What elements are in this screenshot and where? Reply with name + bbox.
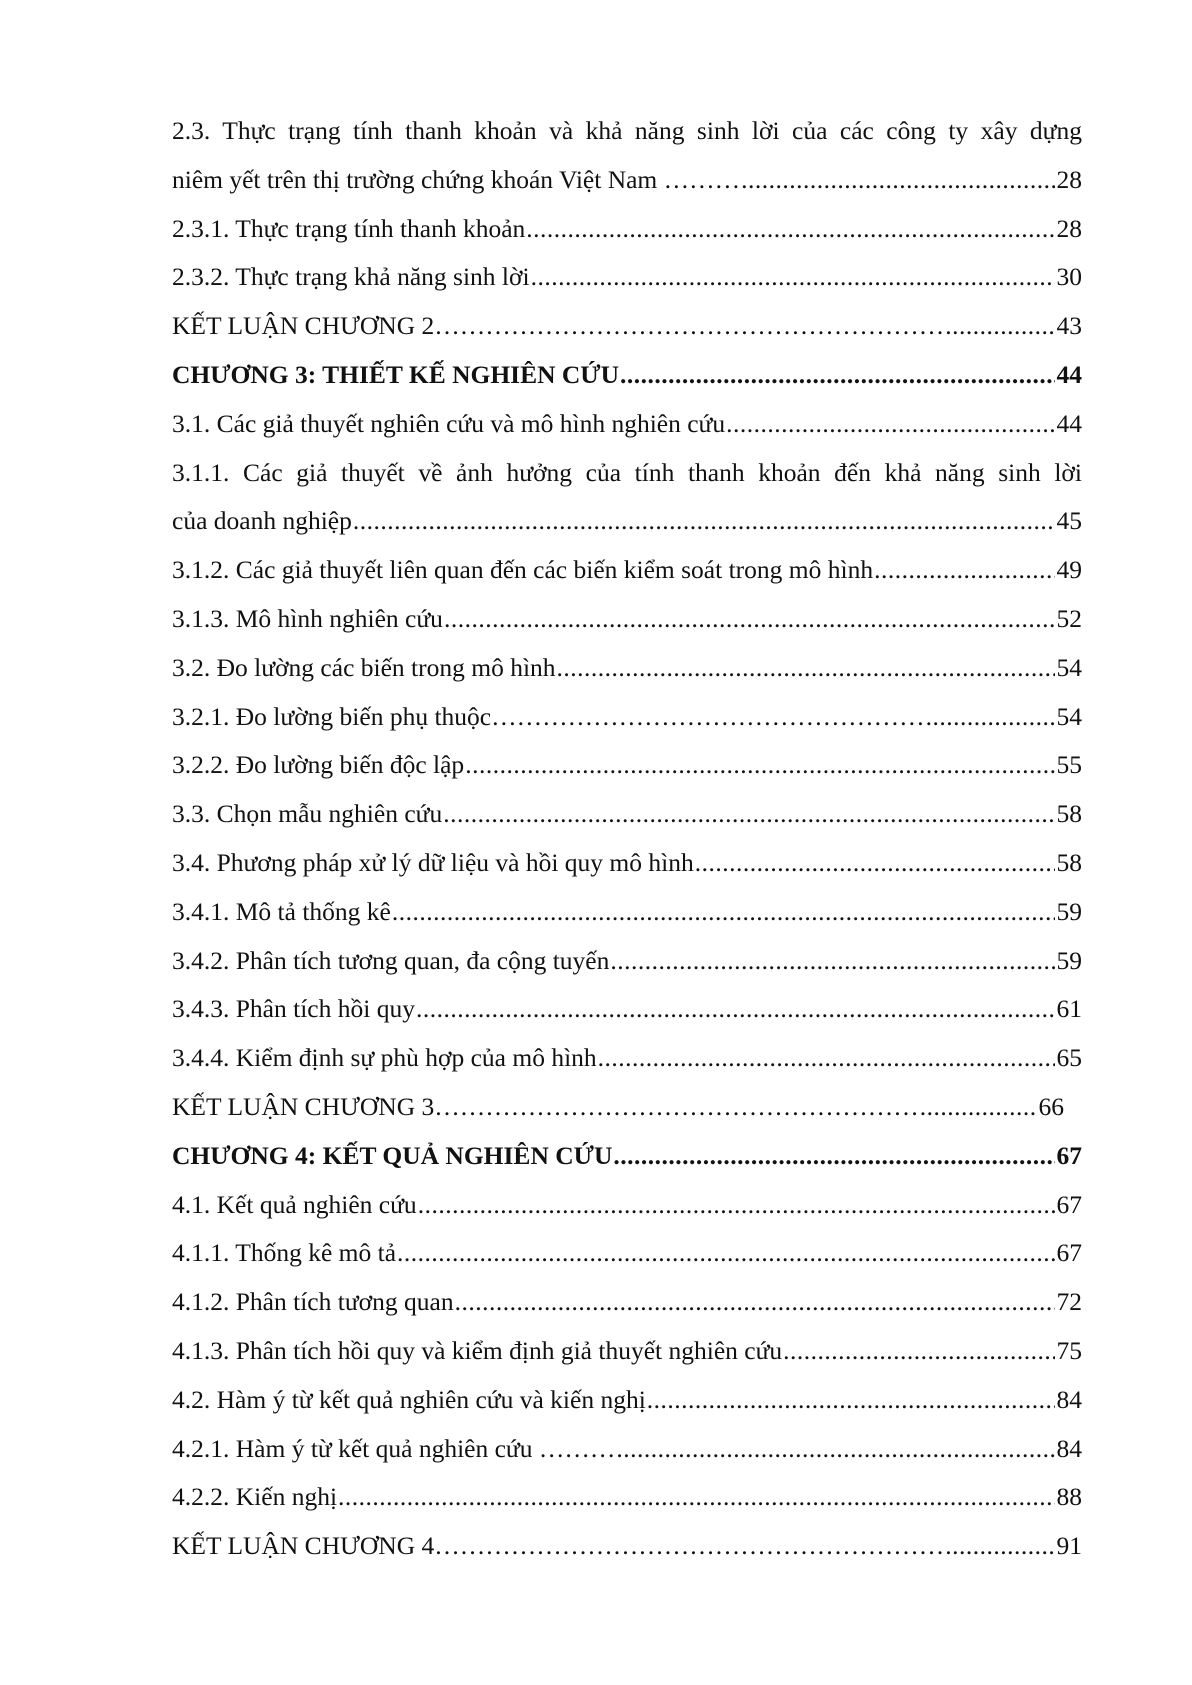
toc-entry-title: KẾT LUẬN CHƯƠNG 4…………………………………………………… xyxy=(172,1531,945,1561)
toc-entry-page-number: 75 xyxy=(1056,1335,1082,1365)
toc-entry[interactable] xyxy=(172,985,1082,1034)
toc-entry[interactable] xyxy=(172,400,1082,449)
toc-entry-page-number: 67 xyxy=(1056,1189,1082,1219)
toc-entry[interactable] xyxy=(172,253,1082,302)
toc-entry[interactable] xyxy=(172,156,1082,205)
toc-entry-page-number: 44 xyxy=(1056,359,1082,389)
toc-entry-page-number: 49 xyxy=(1056,555,1082,585)
toc-entry-first-line: 3.1.1. Các giả thuyết về ảnh hưởng của tính thanh khoản đến khả năng sinh lời xyxy=(172,457,1082,487)
toc-entry-title: KẾT LUẬN CHƯƠNG 2…………………………………………………… xyxy=(172,311,945,341)
toc-entry[interactable] xyxy=(172,1473,1082,1522)
toc-entry-title: 4.1.1. Thống kê mô tả xyxy=(172,1238,397,1268)
toc-entry-page-number: 55 xyxy=(1056,750,1082,780)
dot-leader xyxy=(526,205,1054,254)
toc-entry-page-number: 54 xyxy=(1056,652,1082,682)
dot-leader xyxy=(598,1034,1055,1083)
toc-entry-title: niêm yết trên thị trường chứng khoán Việt Nam ……… xyxy=(172,164,741,194)
toc-entry[interactable] xyxy=(172,1376,1082,1425)
toc-entry-title: 3.4.2. Phân tích tương quan, đa cộng tuyến xyxy=(172,945,610,975)
dot-leader xyxy=(531,253,1055,302)
dot-leader xyxy=(695,839,1055,888)
dot-leader xyxy=(557,644,1055,693)
toc-entry[interactable] xyxy=(172,1034,1082,1083)
dot-leader xyxy=(945,302,1054,351)
toc-entry-page-number: 58 xyxy=(1056,799,1082,829)
toc-entry-page-number: 44 xyxy=(1056,408,1082,438)
toc-entry-title: 3.4.3. Phân tích hồi quy xyxy=(172,994,415,1024)
toc-entry-title: 4.2. Hàm ý từ kết quả nghiên cứu và kiến nghị xyxy=(172,1384,646,1414)
dot-leader xyxy=(465,741,1054,790)
toc-entry-title: của doanh nghiệp xyxy=(172,506,352,536)
toc-entry-title: 4.1. Kết quả nghiên cứu xyxy=(172,1189,417,1219)
toc-entry[interactable] xyxy=(172,839,1082,888)
toc-entry-page-number: 54 xyxy=(1056,701,1082,731)
toc-entry[interactable] xyxy=(172,1425,1082,1474)
toc-entry[interactable] xyxy=(172,741,1082,790)
toc-entry-title: 3.2.2. Đo lường biến độc lập xyxy=(172,750,465,780)
toc-entry-title: CHƯƠNG 4: KẾT QUẢ NGHIÊN CỨU xyxy=(172,1140,613,1170)
dot-leader xyxy=(416,985,1055,1034)
toc-entry[interactable] xyxy=(172,546,1082,595)
toc-entry-page-number: 72 xyxy=(1056,1287,1082,1317)
toc-entry-title: 4.2.2. Kiến nghị xyxy=(172,1482,338,1512)
toc-entry-title: 4.1.2. Phân tích tương quan xyxy=(172,1287,454,1317)
dot-leader xyxy=(926,693,1055,742)
dot-leader xyxy=(610,937,1054,986)
toc-entry-title: 3.1.2. Các giả thuyết liên quan đến các biến kiểm soát trong mô hình xyxy=(172,555,874,585)
toc-entry[interactable] xyxy=(172,595,1082,644)
toc-entry[interactable] xyxy=(172,497,1082,546)
toc-entry-page-number: 66 xyxy=(1038,1091,1064,1121)
toc-entry-page-number: 67 xyxy=(1056,1238,1082,1268)
toc-entry[interactable] xyxy=(172,1327,1082,1376)
toc-entry-title: 3.4.1. Mô tả thống kê xyxy=(172,896,391,926)
toc-entry-page-number: 43 xyxy=(1056,311,1082,341)
toc-entry-title: CHƯƠNG 3: THIẾT KẾ NGHIÊN CỨU xyxy=(172,359,620,389)
dot-leader xyxy=(726,400,1054,449)
dot-leader xyxy=(620,351,1054,400)
toc-entry[interactable] xyxy=(172,1229,1082,1278)
toc-entry-page-number: 58 xyxy=(1056,847,1082,877)
dot-leader xyxy=(613,1132,1054,1181)
toc-entry-page-number: 59 xyxy=(1056,896,1082,926)
dot-leader xyxy=(397,1229,1054,1278)
toc-entry-page-number: 30 xyxy=(1056,262,1082,292)
toc-entry-page-number: 91 xyxy=(1056,1531,1082,1561)
dot-leader xyxy=(945,1522,1054,1571)
toc-entry-title: 3.2. Đo lường các biến trong mô hình xyxy=(172,652,556,682)
toc-entry[interactable] xyxy=(172,888,1082,937)
toc-entry-page-number: 67 xyxy=(1056,1140,1082,1170)
dot-leader xyxy=(392,888,1055,937)
dot-leader xyxy=(920,1083,1037,1132)
dot-leader xyxy=(783,1327,1054,1376)
toc-entry-page-number: 61 xyxy=(1056,994,1082,1024)
toc-entry-title: 3.3. Chọn mẫu nghiên cứu xyxy=(172,799,443,829)
toc-entry[interactable] xyxy=(172,644,1082,693)
toc-chapter-entry[interactable] xyxy=(172,1132,1082,1181)
toc-entry[interactable] xyxy=(172,1181,1082,1230)
toc-entry[interactable] xyxy=(172,1083,1064,1132)
toc-entry-title: 4.1.3. Phân tích hồi quy và kiểm định giả thuyết nghiên cứu xyxy=(172,1335,783,1365)
toc-entry[interactable] xyxy=(172,1522,1082,1571)
toc-entry-page-number: 59 xyxy=(1056,945,1082,975)
toc-entry-page-number: 88 xyxy=(1056,1482,1082,1512)
dot-leader xyxy=(338,1473,1054,1522)
dot-leader xyxy=(455,1278,1055,1327)
dot-leader xyxy=(353,497,1055,546)
toc-entry-title: KẾT LUẬN CHƯƠNG 3………………………………………………… xyxy=(172,1091,919,1121)
toc-entry-page-number: 28 xyxy=(1056,164,1082,194)
toc-entry-title: 3.4.4. Kiểm định sự phù hợp của mô hình xyxy=(172,1043,597,1073)
toc-entry[interactable] xyxy=(172,693,1082,742)
toc-entry[interactable] xyxy=(172,1278,1082,1327)
toc-entry[interactable] xyxy=(172,937,1082,986)
toc-entry[interactable] xyxy=(172,302,1082,351)
toc-entry-page-number: 84 xyxy=(1056,1433,1082,1463)
dot-leader xyxy=(647,1376,1055,1425)
dot-leader xyxy=(741,156,1054,205)
toc-entry-page-number: 28 xyxy=(1056,213,1082,243)
toc-entry-title: 3.1.3. Mô hình nghiên cứu xyxy=(172,603,443,633)
toc-entry[interactable] xyxy=(172,790,1082,839)
toc-entry-title: 4.2.1. Hàm ý từ kết quả nghiên cứu ……… xyxy=(172,1433,616,1463)
toc-chapter-entry[interactable] xyxy=(172,351,1082,400)
toc-entry-title: 2.3.1. Thực trạng tính thanh khoản xyxy=(172,213,526,243)
toc-entry-title: 3.4. Phương pháp xử lý dữ liệu và hồi quy mô hình xyxy=(172,847,694,877)
toc-entry-title: 3.1. Các giả thuyết nghiên cứu và mô hình nghiên cứu xyxy=(172,408,726,438)
toc-entry-first-line: 2.3. Thực trạng tính thanh khoản và khả năng sinh lời của các công ty xây dựng xyxy=(172,116,1082,145)
dot-leader xyxy=(444,595,1055,644)
toc-entry-page-number: 52 xyxy=(1056,603,1082,633)
table-of-contents xyxy=(172,107,1082,1571)
toc-entry-page-number: 45 xyxy=(1056,506,1082,536)
dot-leader xyxy=(418,1181,1055,1230)
toc-entry-title: 3.2.1. Đo lường biến phụ thuộc…………………………………………… xyxy=(172,701,925,731)
toc-entry-page-number: 65 xyxy=(1056,1043,1082,1073)
dot-leader xyxy=(443,790,1054,839)
dot-leader xyxy=(616,1425,1054,1474)
toc-entry[interactable] xyxy=(172,205,1082,254)
dot-leader xyxy=(874,546,1054,595)
toc-entry-page-number: 84 xyxy=(1056,1384,1082,1414)
toc-entry-title: 2.3.2. Thực trạng khả năng sinh lời xyxy=(172,262,530,292)
